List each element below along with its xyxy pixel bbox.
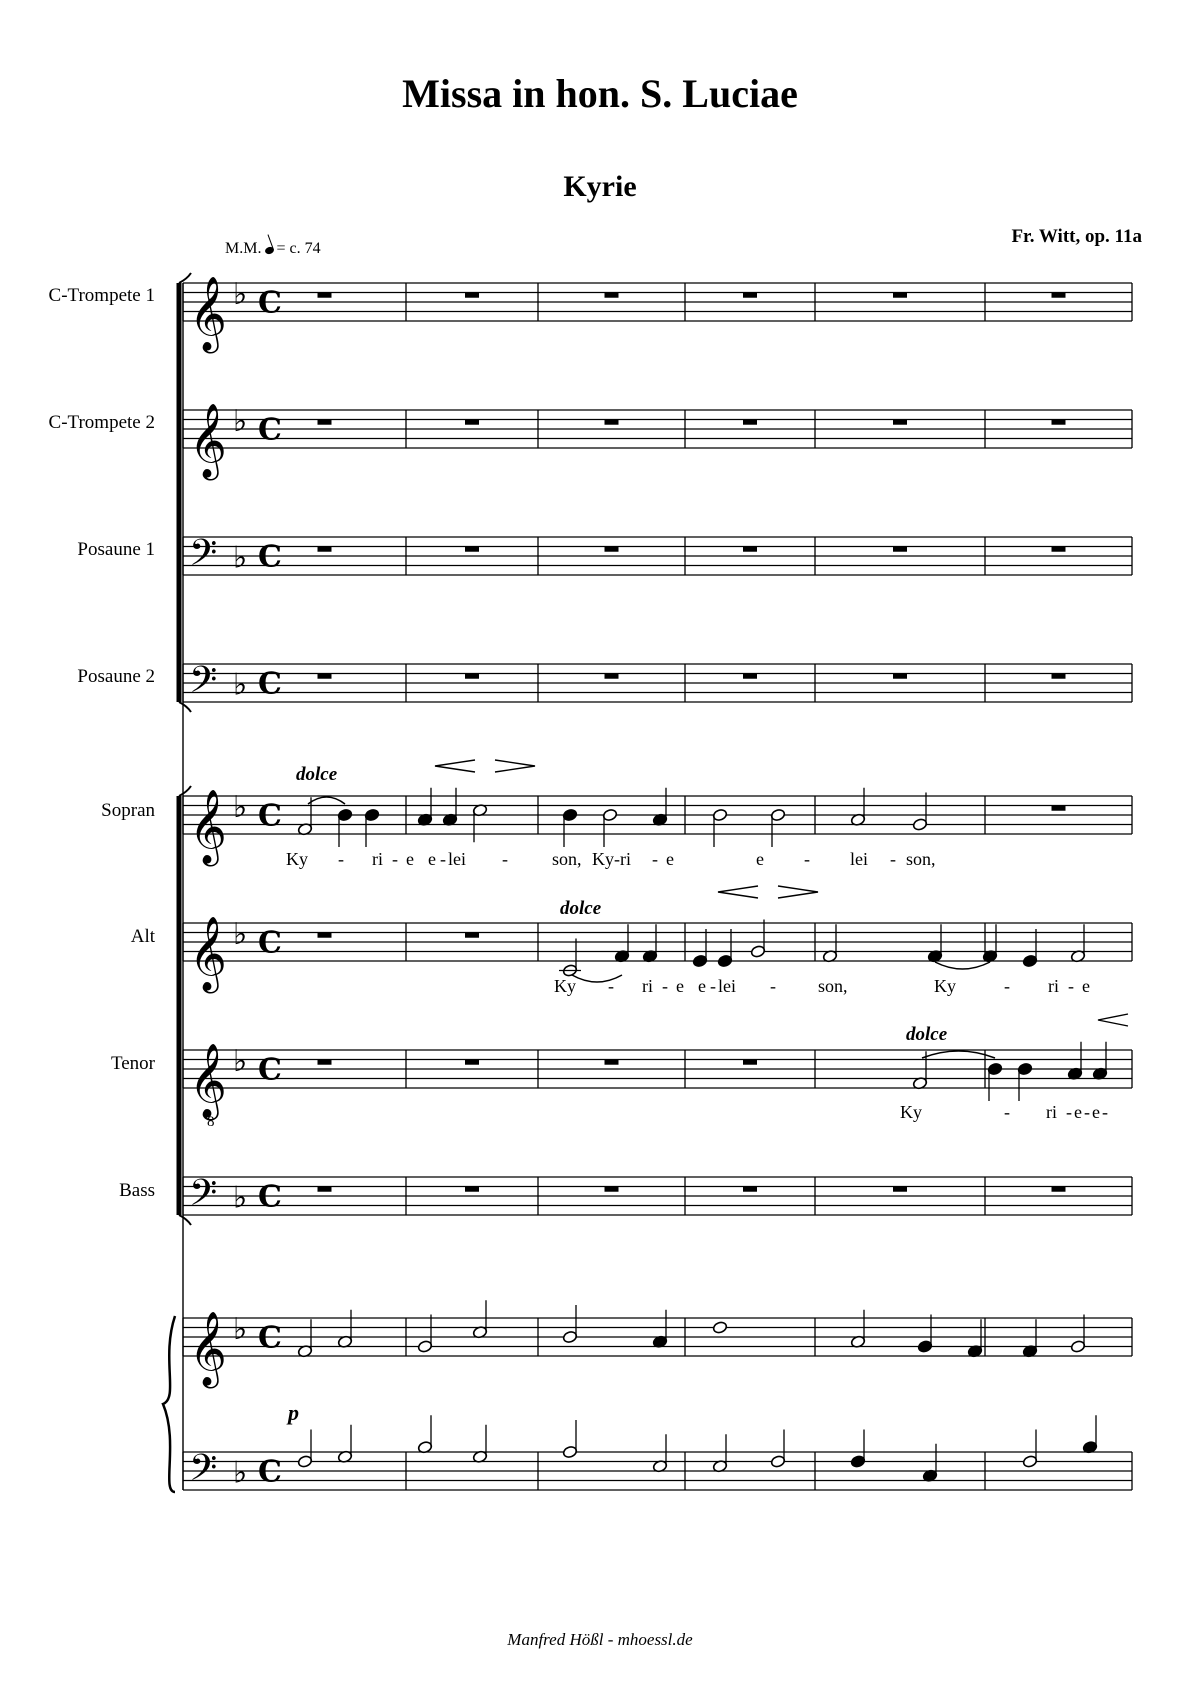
lyric-hyphen: - — [890, 849, 896, 869]
common-time-icon: C — [258, 539, 282, 575]
lyric-hyphen: - — [1004, 1102, 1010, 1122]
whole-rest — [743, 293, 757, 298]
whole-rest — [318, 293, 332, 298]
dynamic-dolce-alt: dolce — [560, 898, 602, 919]
common-time-icon: C — [258, 1052, 282, 1088]
flat-key-signature-icon: ♭ — [233, 540, 248, 576]
treble-clef-icon: 𝄞 — [189, 1044, 227, 1118]
lyric-hyphen: - — [502, 849, 508, 869]
instrument-label-posaune-1: Posaune 1 — [77, 539, 155, 560]
whole-rest — [318, 420, 332, 425]
flat-key-signature-icon: ♭ — [233, 1455, 248, 1491]
whole-rest — [605, 293, 619, 298]
lyric-syllable: e — [676, 976, 684, 996]
dynamic-piano: p — [288, 1400, 299, 1425]
lyric-hyphen: - — [440, 849, 446, 869]
instrument-label-trompete-2: C-Trompete 2 — [48, 412, 155, 433]
lyric-hyphen: - — [1068, 976, 1074, 996]
whole-rest — [743, 1187, 757, 1192]
whole-rest — [1052, 806, 1066, 811]
whole-rest — [893, 420, 907, 425]
flat-key-signature-icon: ♭ — [233, 667, 248, 703]
flat-key-signature-icon: ♭ — [233, 1043, 248, 1079]
lyric-syllable: ri — [372, 849, 383, 869]
whole-rest — [465, 933, 479, 938]
octave-8-mark: 8 — [207, 1114, 215, 1130]
flat-key-signature-icon: ♭ — [233, 276, 248, 312]
treble-clef-icon: 𝄞 — [189, 790, 227, 864]
whole-rest — [465, 674, 479, 679]
lyric-syllable: e — [428, 849, 436, 869]
flat-key-signature-icon: ♭ — [233, 403, 248, 439]
whole-rest — [318, 547, 332, 552]
common-time-icon: C — [258, 798, 282, 834]
lyric-hyphen: - — [804, 849, 810, 869]
common-time-icon: C — [258, 925, 282, 961]
whole-rest — [605, 1187, 619, 1192]
lyric-syllable: son, — [818, 976, 848, 996]
slur — [572, 975, 622, 982]
crescendo-hairpin — [718, 886, 758, 898]
whole-rest — [318, 1187, 332, 1192]
instrument-label-tenor: Tenor — [110, 1053, 155, 1074]
lyric-hyphen: - — [392, 849, 398, 869]
whole-rest — [465, 1060, 479, 1065]
instrument-label-sopran: Sopran — [101, 800, 155, 821]
lyrics-tenor — [900, 1102, 1108, 1122]
dynamic-dolce-sopran: dolce — [296, 764, 338, 785]
composer-credit: Fr. Witt, op. 11a — [1011, 226, 1142, 247]
staff-system — [163, 273, 1132, 1498]
bass-clef-icon: 𝄢 — [189, 659, 218, 710]
piano-brace — [163, 1316, 175, 1492]
bass-clef-icon: 𝄢 — [189, 1172, 218, 1223]
lyric-syllable: lei — [850, 849, 868, 869]
lyric-syllable: Ky — [286, 849, 308, 869]
lyric-syllable: son, — [906, 849, 936, 869]
crescendo-hairpin — [435, 760, 475, 772]
lyric-hyphen: - — [614, 849, 620, 869]
common-time-icon: C — [258, 1320, 282, 1356]
tempo-value: = c. 74 — [276, 240, 321, 257]
instrument-label-alt: Alt — [130, 926, 155, 947]
slur — [308, 797, 345, 804]
treble-clef-icon: 𝄞 — [189, 917, 227, 991]
common-time-icon: C — [258, 1454, 282, 1490]
slur — [935, 962, 990, 969]
lyric-hyphen: - — [1084, 1102, 1090, 1122]
whole-rest — [743, 547, 757, 552]
lyric-syllable: lei — [718, 976, 736, 996]
whole-rest — [1052, 674, 1066, 679]
flat-key-signature-icon: ♭ — [233, 789, 248, 825]
whole-rest — [1052, 420, 1066, 425]
slur — [922, 1051, 995, 1058]
notation-marks — [297, 293, 1128, 1483]
lyric-syllable: Ky — [934, 976, 956, 996]
tempo-prefix: M.M. — [225, 240, 262, 257]
lyric-hyphen: - — [1102, 1102, 1108, 1122]
lyrics-alt — [554, 976, 1090, 996]
whole-rest — [1052, 1187, 1066, 1192]
whole-rest — [318, 1060, 332, 1065]
lyric-syllable: e — [1092, 1102, 1100, 1122]
lyric-syllable: e — [756, 849, 764, 869]
crescendo-hairpin — [1098, 1014, 1128, 1026]
lyric-syllable: ri — [1046, 1102, 1057, 1122]
whole-rest — [1052, 547, 1066, 552]
treble-clef-icon: 𝄞 — [189, 1312, 227, 1386]
whole-rest — [743, 420, 757, 425]
lyric-syllable: ri — [620, 849, 631, 869]
dynamic-dolce-tenor: dolce — [906, 1024, 948, 1045]
lyric-syllable: son, — [552, 849, 582, 869]
whole-rest — [318, 933, 332, 938]
whole-rest — [893, 674, 907, 679]
instrument-label-trompete-1: C-Trompete 1 — [48, 285, 155, 306]
lyric-hyphen: - — [710, 976, 716, 996]
whole-rest — [743, 1060, 757, 1065]
lyrics-sopran — [286, 849, 936, 869]
lyric-hyphen: - — [1004, 976, 1010, 996]
common-time-icon: C — [258, 412, 282, 448]
decrescendo-hairpin — [778, 886, 818, 898]
score-title: Missa in hon. S. Luciae — [402, 71, 798, 116]
bass-clef-icon: 𝄢 — [189, 532, 218, 583]
bass-clef-icon: 𝄢 — [189, 1447, 218, 1498]
whole-rest — [318, 674, 332, 679]
whole-rest — [893, 547, 907, 552]
instrument-label-posaune-2: Posaune 2 — [77, 666, 155, 687]
flat-key-signature-icon: ♭ — [233, 916, 248, 952]
lyric-syllable: ri — [1048, 976, 1059, 996]
lyric-hyphen: - — [338, 849, 344, 869]
whole-rest — [605, 1060, 619, 1065]
common-time-icon: C — [258, 666, 282, 702]
lyric-syllable: e — [666, 849, 674, 869]
whole-rest — [743, 674, 757, 679]
whole-rest — [1052, 293, 1066, 298]
footer-credit: Manfred Hößl - mhoessl.de — [507, 1630, 693, 1649]
whole-rest — [893, 293, 907, 298]
lyric-hyphen: - — [608, 976, 614, 996]
lyric-hyphen: - — [770, 976, 776, 996]
common-time-icon: C — [258, 285, 282, 321]
whole-rest — [605, 547, 619, 552]
movement-title: Kyrie — [563, 170, 637, 203]
lyric-syllable: Ky — [554, 976, 576, 996]
whole-rest — [465, 420, 479, 425]
lyric-hyphen: - — [1066, 1102, 1072, 1122]
flat-key-signature-icon: ♭ — [233, 1311, 248, 1347]
treble-clef-icon: 𝄞 — [189, 277, 227, 351]
lyric-hyphen: - — [652, 849, 658, 869]
whole-rest — [605, 420, 619, 425]
lyric-syllable: ri — [642, 976, 653, 996]
lyric-syllable: e — [406, 849, 414, 869]
whole-rest — [465, 293, 479, 298]
decrescendo-hairpin — [495, 760, 535, 772]
lyric-hyphen: - — [662, 976, 668, 996]
lyric-syllable: e — [1082, 976, 1090, 996]
whole-rest — [465, 547, 479, 552]
lyric-syllable: Ky — [900, 1102, 922, 1122]
flat-key-signature-icon: ♭ — [233, 1180, 248, 1216]
lyric-syllable: lei — [448, 849, 466, 869]
treble-clef-icon: 𝄞 — [189, 404, 227, 478]
common-time-icon: C — [258, 1179, 282, 1215]
lyric-syllable: e — [1074, 1102, 1082, 1122]
whole-rest — [465, 1187, 479, 1192]
instrument-label-bass: Bass — [119, 1180, 155, 1201]
whole-rest — [605, 674, 619, 679]
whole-rest — [893, 1187, 907, 1192]
half-note — [712, 1321, 727, 1334]
lyric-syllable: e — [698, 976, 706, 996]
lyric-syllable: Ky — [592, 849, 614, 869]
